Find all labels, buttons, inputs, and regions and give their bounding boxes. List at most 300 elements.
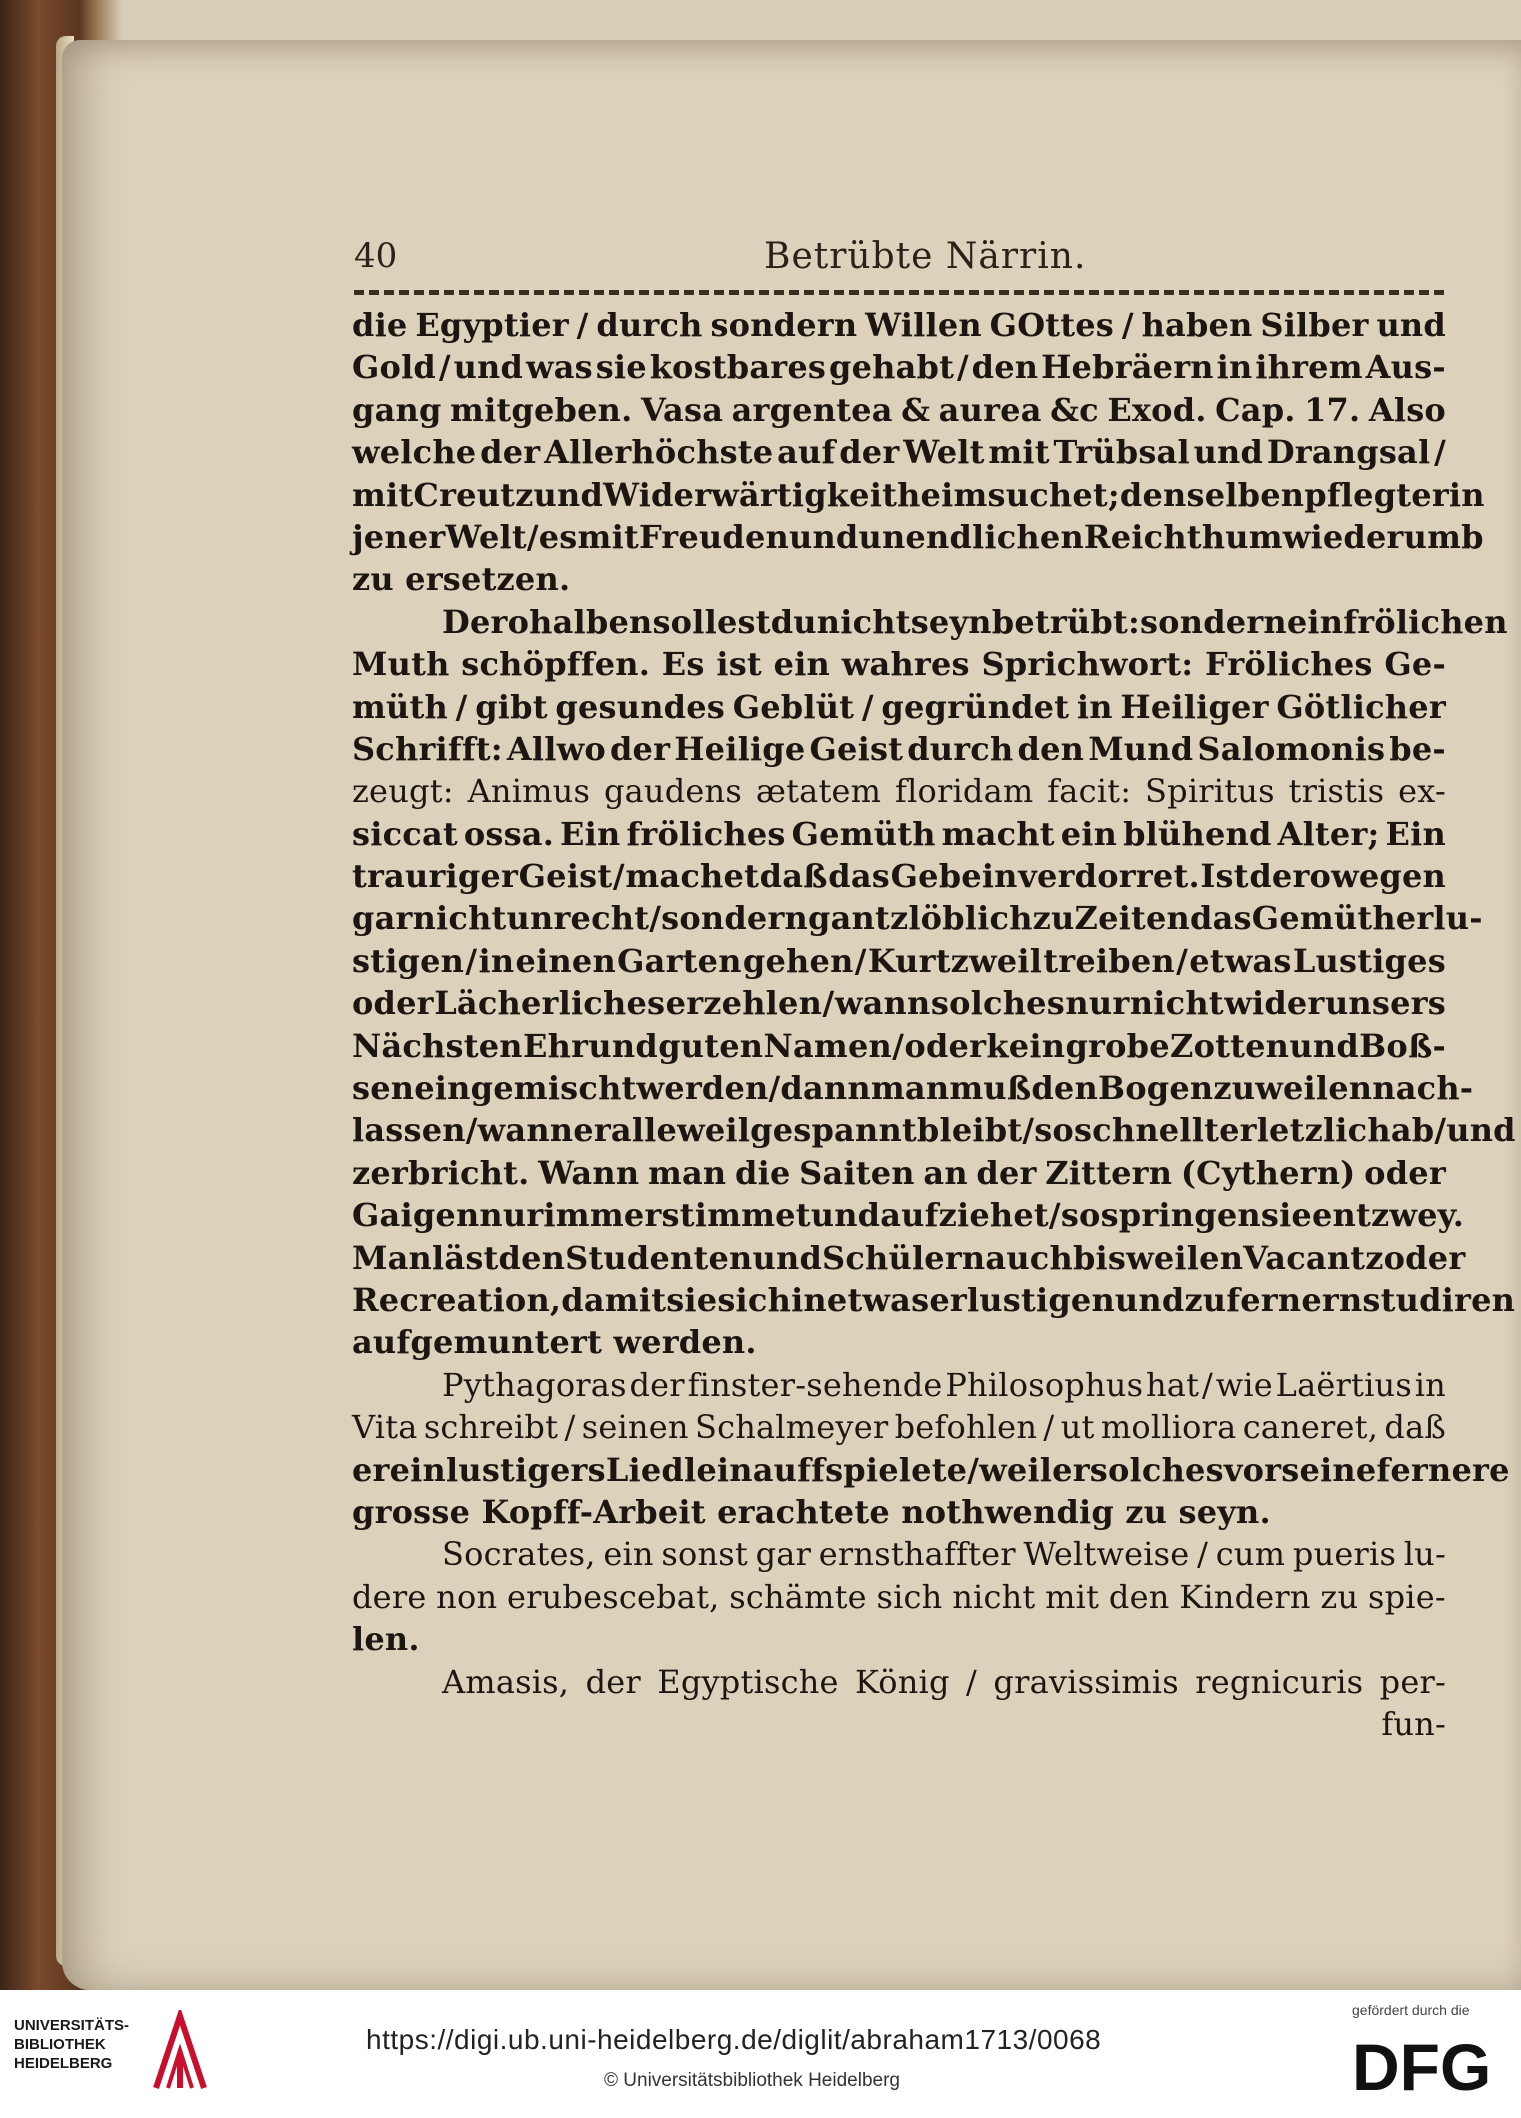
word: / [455, 687, 468, 726]
word: aurea [938, 390, 1042, 429]
word: etwas [1189, 941, 1292, 980]
word: welche [352, 433, 477, 472]
text-line: grosse Kopff-Arbeit erachtete nothwendig zu seyn. [352, 1492, 1271, 1531]
text-line [352, 1661, 1446, 1703]
word: alleweil [610, 1111, 751, 1150]
text-line [352, 1194, 1465, 1236]
word: sonst [661, 1535, 748, 1574]
word: Salomonis [1197, 729, 1386, 768]
text-line [352, 1152, 1446, 1194]
word: Man [352, 1238, 433, 1277]
word: / [966, 1662, 978, 1701]
word: Geblüt [732, 687, 855, 726]
word: Lächerliches [434, 984, 666, 1023]
word: der [609, 729, 671, 768]
word: / [892, 1026, 905, 1065]
word: eingemischt [414, 1069, 637, 1108]
word: er [1411, 475, 1449, 514]
funding-label: gefördert durch die [1352, 2002, 1470, 2018]
word: Egyptier [415, 306, 569, 344]
word: wann [477, 1111, 574, 1150]
word: oder [1364, 1153, 1446, 1192]
word: sondern [1139, 602, 1287, 641]
word: erzehlen [665, 984, 823, 1023]
word: mit [1045, 1577, 1100, 1616]
word: wahres [841, 645, 970, 684]
word: er [1219, 1111, 1257, 1150]
word: / [967, 1450, 980, 1489]
word: & [901, 390, 931, 429]
word: spie- [1368, 1577, 1446, 1616]
word: etwas [826, 1280, 930, 1319]
word: Boß- [1359, 1026, 1446, 1065]
word: 17. [1304, 390, 1361, 429]
word: auffspielete [752, 1450, 968, 1489]
word: oder [1383, 1238, 1466, 1277]
text-line [352, 1449, 1510, 1491]
word: in [1448, 475, 1485, 514]
word: frölichen [1343, 602, 1508, 641]
word: schämte [729, 1577, 867, 1616]
word: mit [352, 475, 414, 514]
word: so [1060, 1196, 1101, 1235]
word: / [526, 517, 539, 556]
word: und [453, 348, 524, 387]
text-line [352, 982, 1446, 1024]
text-line [352, 1576, 1446, 1618]
word: Fröliches [1205, 645, 1373, 684]
word: Reichthum [1083, 517, 1283, 556]
word: wiederumb [1282, 517, 1484, 556]
word: Vacantz [1243, 1238, 1384, 1277]
word: Zotten [1170, 1026, 1290, 1065]
word: / [1201, 1365, 1213, 1404]
word: ætatem [755, 772, 882, 811]
word: siccat [352, 814, 458, 853]
word: in [1076, 687, 1113, 726]
word: Laërtius [1275, 1365, 1412, 1404]
word: Also [1368, 390, 1446, 429]
word: in [478, 941, 515, 980]
text-line [352, 897, 1483, 939]
word: zu [1320, 1577, 1359, 1616]
word: er [1052, 1450, 1090, 1489]
word: ein [773, 645, 831, 684]
word: solches [930, 984, 1065, 1023]
word: be- [1389, 729, 1446, 768]
word: nach- [1372, 1069, 1474, 1108]
word: sondern [661, 899, 808, 938]
word: sondern [710, 306, 858, 344]
word: der [480, 433, 541, 472]
word: verdorret. [1018, 857, 1200, 896]
word: Zittern [1045, 1153, 1173, 1192]
word: immer [543, 1196, 662, 1235]
word: hat [1146, 1365, 1200, 1404]
word: Lustiges [1292, 941, 1446, 980]
word: und [1193, 433, 1264, 472]
word: / [956, 348, 969, 387]
text-line [352, 1533, 1446, 1575]
word: den [971, 348, 1039, 387]
word: facit: [1047, 772, 1132, 811]
word: den [1017, 729, 1085, 768]
word: nur [479, 1196, 544, 1235]
word: Gaigen [352, 1196, 480, 1235]
word: finster-sehende [687, 1365, 943, 1404]
word: sollest [652, 602, 771, 641]
word: läst [432, 1238, 499, 1277]
word: schreibt [423, 1408, 559, 1447]
word: Namen [763, 1026, 892, 1065]
word: das [1190, 899, 1252, 938]
word: zu [1184, 1280, 1227, 1319]
word: cum [1215, 1535, 1286, 1574]
dfg-logo-icon [1350, 2024, 1500, 2104]
word: guten [658, 1026, 764, 1065]
word: pueris [1292, 1535, 1397, 1574]
running-title: Betrübte Närrin. [764, 236, 1087, 277]
word: schnellt [1073, 1111, 1220, 1150]
word: Trübsal [1053, 433, 1190, 472]
word: denselben [1119, 475, 1305, 514]
word: erlustigen [929, 1280, 1115, 1319]
body-text [352, 304, 1516, 1745]
word: pflegt [1304, 475, 1412, 514]
word: Bogen [1097, 1069, 1214, 1108]
word: zeugt: [352, 772, 454, 811]
word: und [588, 1026, 658, 1065]
word: gar [755, 1535, 812, 1574]
word: ossa. [463, 814, 555, 853]
word: schöpffen. [461, 645, 651, 684]
word: Hebräern [1041, 348, 1214, 387]
word: Zeiten [1074, 899, 1190, 938]
word: in [1414, 1365, 1446, 1404]
word: Vasa [640, 390, 724, 429]
word: Welt [445, 517, 527, 556]
word: Drangsal [1266, 433, 1431, 472]
word: / [576, 306, 589, 344]
word: Exod. [1107, 390, 1207, 429]
word: / [1434, 433, 1446, 472]
word: molliora [1100, 1408, 1237, 1447]
word: ex- [1398, 772, 1446, 811]
word: sen [352, 1069, 415, 1108]
word: Nächsten [352, 1026, 523, 1065]
word: zu [1032, 899, 1075, 938]
word: sie [1260, 1196, 1312, 1235]
word: löblich [908, 899, 1033, 938]
text-line [352, 813, 1446, 855]
word: Ge- [1384, 645, 1446, 684]
word: Garten [617, 941, 742, 980]
word: trauriger [352, 857, 519, 896]
word: regnicuris [1195, 1662, 1364, 1701]
word: fernern [1226, 1280, 1363, 1319]
text-line [352, 1364, 1446, 1406]
word: und [1289, 1026, 1359, 1065]
word: muß [949, 1069, 1032, 1108]
word: bisweilen [1072, 1238, 1244, 1277]
word: / [612, 857, 625, 896]
word: nicht [952, 1577, 1036, 1616]
word: Cap. [1215, 390, 1296, 429]
word: sie [666, 1280, 718, 1319]
text-line: len. [352, 1620, 420, 1659]
word: kostbares [649, 348, 827, 387]
word: ein [1060, 814, 1118, 853]
word: / [465, 1111, 478, 1150]
word: wie [1215, 1365, 1273, 1404]
word: Egyptische [657, 1662, 839, 1701]
word: und [810, 1196, 881, 1235]
word: und [752, 1238, 823, 1277]
permalink-url[interactable]: https://digi.ub.uni-heidelberg.de/diglit/abraham1713/0068 [366, 2024, 1102, 2055]
word: gaudens [603, 772, 742, 811]
text-line [352, 643, 1446, 685]
word: / [564, 1408, 576, 1447]
word: / [649, 899, 662, 938]
word: und [1376, 306, 1446, 344]
word: vor [1223, 1450, 1282, 1489]
word: Silber [1260, 306, 1369, 344]
word: gegründet [881, 687, 1070, 726]
word: Animus [467, 772, 591, 811]
text-line [352, 1109, 1516, 1151]
word: du [770, 602, 817, 641]
word: wann [834, 984, 931, 1023]
word: Geist [518, 857, 613, 896]
word: treiben [1043, 941, 1175, 980]
word: befohlen [894, 1408, 1038, 1447]
word: haben [1141, 306, 1253, 344]
word: nicht [412, 899, 507, 938]
word: machet [625, 857, 760, 896]
text-line [352, 601, 1508, 643]
word: durch [907, 729, 1014, 768]
word: Aus- [1365, 348, 1446, 387]
word: blühend [1123, 814, 1272, 853]
word: gibt [475, 687, 548, 726]
word: Kurtzweil [867, 941, 1043, 980]
word: damit [561, 1280, 667, 1319]
word: derowegen [1249, 857, 1446, 896]
word: und [533, 475, 604, 514]
word: Gemüth [1251, 899, 1396, 938]
word: ein [603, 1535, 654, 1574]
word: sie [595, 348, 647, 387]
word: nicht [1129, 984, 1224, 1023]
word: oder [904, 1026, 987, 1065]
word: seine [1281, 1450, 1377, 1489]
text-line [352, 686, 1446, 728]
word: Gold [352, 348, 437, 387]
word: den [1108, 1577, 1170, 1616]
text-line: fun- [1381, 1704, 1446, 1743]
word: er [573, 1111, 611, 1150]
word: / [1197, 1535, 1209, 1574]
word: caneret, [1242, 1408, 1379, 1447]
text-line [352, 304, 1446, 346]
word: gehen [742, 941, 854, 980]
word: den [1031, 1069, 1098, 1108]
word: / [768, 1069, 781, 1108]
word: werden [636, 1069, 769, 1108]
word: / [1022, 1111, 1035, 1150]
text-line [352, 1025, 1446, 1067]
word: bleibt [916, 1111, 1023, 1150]
word: daß [1384, 1408, 1446, 1447]
word: in [1216, 348, 1253, 387]
text-line [352, 474, 1485, 516]
word: tristis [1288, 772, 1385, 811]
text-line [352, 1279, 1516, 1321]
word: ein [389, 1450, 447, 1489]
text-line [352, 389, 1446, 431]
word: zerbricht. [352, 1153, 530, 1192]
word: Spiritus [1145, 772, 1275, 811]
word: erlu- [1395, 899, 1483, 938]
word: solches [1089, 1450, 1224, 1489]
word: / [1048, 1196, 1061, 1235]
word: die [735, 1153, 791, 1192]
word: der [629, 1365, 685, 1404]
copyright-notice: © Universitätsbibliothek Heidelberg [604, 2070, 900, 2091]
word: Heiliger [1120, 687, 1269, 726]
word: einen [515, 941, 616, 980]
text-line [352, 516, 1484, 558]
word: Liedlein [605, 1450, 753, 1489]
word: Mund [1088, 729, 1194, 768]
library-logo-icon [150, 2010, 210, 2096]
word: fröliches [626, 814, 786, 853]
word: der [976, 1153, 1037, 1192]
word: er [352, 1450, 390, 1489]
text-line [352, 346, 1446, 388]
word: Alter; [1277, 814, 1380, 853]
word: ernsthaffter [818, 1535, 1016, 1574]
word: stimmet [661, 1196, 811, 1235]
text-line [352, 728, 1446, 770]
word: gespannt [750, 1111, 917, 1150]
word: auf [777, 433, 836, 472]
word: / [822, 984, 835, 1023]
word: Ein [1385, 814, 1446, 853]
word: ist [716, 645, 762, 684]
word: grobe [1065, 1026, 1170, 1065]
word: Studenten [565, 1238, 753, 1277]
word: dere [352, 1577, 427, 1616]
word: unsers [1324, 984, 1446, 1023]
word: gehabt [829, 348, 955, 387]
word: man [870, 1069, 950, 1108]
word: lassen [352, 1111, 466, 1150]
word: mit [988, 433, 1050, 472]
dfg-logo-text: DFG [1352, 2030, 1492, 2104]
word: oder [352, 984, 434, 1023]
word: müth [352, 687, 448, 726]
word: zu [1213, 1069, 1256, 1108]
word: ut [1060, 1408, 1095, 1447]
word: Weltweise [1023, 1535, 1190, 1574]
library-name: UNIVERSITÄTS-BIBLIOTHEK HEIDELBERG [14, 2017, 130, 2072]
word: Socrates, [442, 1535, 596, 1574]
word: wider [1224, 984, 1325, 1023]
word: ab [1390, 1111, 1435, 1150]
text-line [352, 940, 1446, 982]
word: ein [1286, 602, 1344, 641]
word: an [923, 1153, 968, 1192]
word: jener [352, 517, 446, 556]
word: unendlichen [858, 517, 1084, 556]
word: &c [1050, 390, 1099, 429]
word: floridam [895, 772, 1034, 811]
word: / [1121, 306, 1134, 344]
word: und [788, 517, 859, 556]
word: GOttes [989, 306, 1115, 344]
word: argentea [731, 390, 893, 429]
word: und [1114, 1280, 1185, 1319]
word: Ein [560, 814, 621, 853]
word: Willen [865, 306, 982, 344]
word: seinen [581, 1408, 689, 1447]
word: heimsuchet; [897, 475, 1120, 514]
word: auch [985, 1238, 1073, 1277]
text-line [352, 770, 1446, 812]
word: Muth [352, 645, 450, 684]
word: es [538, 517, 578, 556]
word: fernere [1376, 1450, 1510, 1489]
word: lu- [1403, 1535, 1446, 1574]
word: weilen [1255, 1069, 1373, 1108]
word: unrecht [506, 899, 650, 938]
running-head [354, 236, 1444, 282]
word: Freuden [638, 517, 789, 556]
word: sich [717, 1280, 792, 1319]
word: per- [1379, 1662, 1446, 1701]
text-line [352, 1067, 1474, 1109]
page-number: 40 [354, 236, 398, 276]
word: seyn [910, 602, 992, 641]
word: nur [1065, 984, 1130, 1023]
word: Kindern [1179, 1577, 1311, 1616]
word: in [791, 1280, 827, 1319]
word: Ehr [523, 1026, 589, 1065]
word: aufziehet [880, 1196, 1049, 1235]
footer-bar [0, 1990, 1521, 2118]
word: gesundes [555, 687, 726, 726]
word: gar [352, 899, 413, 938]
word: (Cythern) [1180, 1153, 1356, 1192]
word: Recreation, [352, 1280, 562, 1319]
word: / [465, 941, 478, 980]
word: weil [979, 1450, 1053, 1489]
word: Schalmeyer [694, 1408, 889, 1447]
word: Es [661, 645, 705, 684]
word: Allerhöchste [544, 433, 774, 472]
word: gang [352, 390, 442, 429]
word: Derohalben [442, 602, 653, 641]
word: Geist [809, 729, 904, 768]
word: mit [577, 517, 639, 556]
word: König [855, 1662, 950, 1701]
word: Welt [903, 433, 985, 472]
word: sich [876, 1577, 943, 1616]
word: macht [941, 814, 1055, 853]
word: den [498, 1238, 566, 1277]
word: und [1446, 1111, 1516, 1150]
